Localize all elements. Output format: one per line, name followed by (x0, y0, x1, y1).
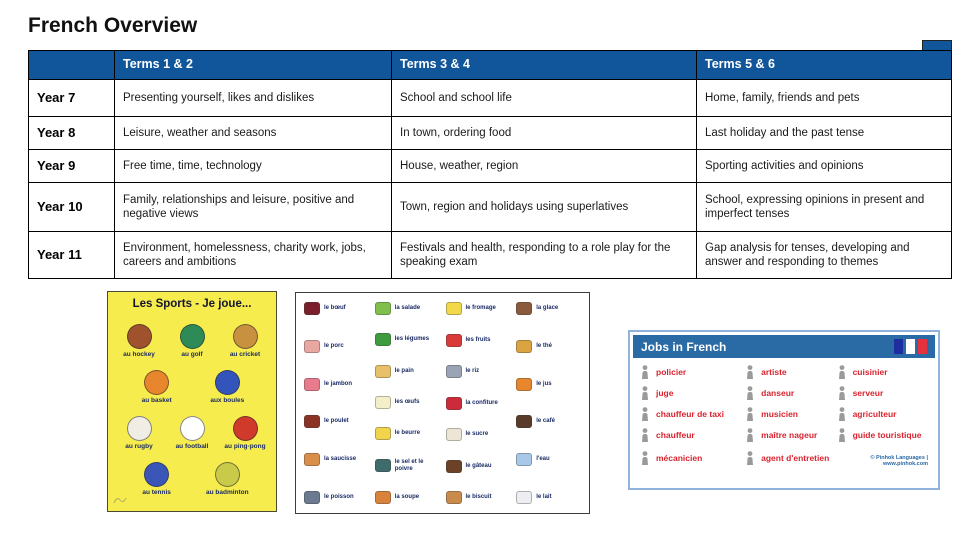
sport-item-hockey (113, 324, 165, 358)
food-item (516, 302, 581, 315)
juice-icon (516, 378, 532, 391)
job-item: serveur (837, 386, 928, 400)
job-item: musicien (745, 407, 836, 421)
food-column (516, 302, 581, 504)
food-label: le riz (465, 368, 480, 375)
job-item: juge (640, 386, 745, 400)
table-cell: Family, relationships and leisure, positive and negative views (114, 183, 391, 231)
pork-icon (304, 340, 320, 353)
food-label: la confiture (465, 399, 498, 406)
food-label: le sucre (465, 431, 489, 438)
table-cell: Gap analysis for tenses, developing and answer and responding to themes (696, 232, 951, 278)
food-item (446, 491, 511, 504)
rice-icon (446, 365, 462, 378)
ham-icon (304, 378, 320, 391)
food-item (375, 491, 440, 504)
food-label: le jambon (324, 380, 353, 387)
year-label: Year 10 (37, 198, 83, 214)
food-label: les fruits (465, 336, 491, 343)
food-item (375, 459, 440, 473)
salt-pepper-icon (375, 459, 391, 472)
job-item: maître nageur (745, 428, 836, 442)
table-cell: Sporting activities and opinions (696, 150, 951, 182)
job-item: artiste (745, 365, 836, 379)
person-icon (640, 365, 650, 379)
food-label: le porc (324, 342, 344, 349)
job-item: agriculteur (837, 407, 928, 421)
cake-icon (446, 460, 462, 473)
food-label: le thé (536, 342, 552, 349)
jobs-poster-image (628, 330, 940, 490)
food-label: l'eau (536, 456, 550, 463)
table-cell: Leisure, weather and seasons (114, 117, 391, 149)
sugar-icon (446, 428, 462, 441)
butter-icon (375, 427, 391, 440)
food-item (304, 491, 369, 504)
food-label: la salade (394, 305, 421, 312)
table-row-year10 (29, 182, 951, 231)
soup-icon (375, 491, 391, 504)
sport-label: au golf (181, 351, 203, 358)
sport-label: au hockey (123, 351, 155, 358)
job-item: agent d'entretien (745, 449, 836, 467)
person-icon (745, 365, 755, 379)
sports-row (112, 312, 272, 358)
french-flag-icon (894, 339, 927, 354)
eggs-icon (375, 396, 391, 409)
rugby-ball-icon (127, 416, 152, 441)
job-item: mécanicien (640, 449, 745, 467)
fruits-icon (446, 334, 462, 347)
food-label: le poisson (324, 494, 354, 501)
food-column (375, 302, 440, 504)
food-item (375, 302, 440, 315)
salad-icon (375, 302, 391, 315)
person-icon (745, 451, 755, 465)
cookie-icon (446, 491, 462, 504)
food-item (375, 365, 440, 378)
food-label: le biscuit (465, 494, 492, 501)
table-cell: School, expressing opinions in present and imperfect tenses (696, 183, 951, 231)
job-item: danseur (745, 386, 836, 400)
table-cell: Town, region and holidays using superlatives (391, 183, 696, 231)
sport-item-ping-pong (219, 416, 271, 450)
table-cell: In town, ordering food (391, 117, 696, 149)
signature-doodle (113, 495, 127, 505)
food-item (446, 365, 511, 378)
sport-label: aux boules (210, 397, 245, 404)
sport-label: au rugby (125, 443, 153, 450)
beef-icon (304, 302, 320, 315)
food-label: le beurre (394, 430, 421, 437)
food-label: le café (536, 418, 555, 425)
table-cell: Last holiday and the past tense (696, 117, 951, 149)
sport-label: au ping-pong (224, 443, 266, 450)
food-item (516, 378, 581, 391)
job-item: guide touristique (837, 428, 928, 442)
jam-icon (446, 397, 462, 410)
food-label: la saucisse (324, 456, 357, 463)
table-cell: Free time, time, technology (114, 150, 391, 182)
food-item (375, 396, 440, 409)
food-label: le sel et le poivre (394, 458, 424, 472)
sport-item-tennis (131, 462, 183, 496)
table-header-terms-3-4: Terms 3 & 4 (391, 51, 696, 79)
food-item (375, 427, 440, 440)
food-label: le fromage (465, 305, 496, 312)
boules-icon (215, 370, 240, 395)
food-item (446, 302, 511, 315)
sports-row (112, 404, 272, 450)
food-item (516, 491, 581, 504)
food-label: les œufs (394, 399, 420, 406)
sport-item-badminton (201, 462, 253, 496)
food-item (304, 302, 369, 315)
sport-item-basket (131, 370, 183, 404)
table-row-year8 (29, 116, 951, 149)
golf-bag-icon (180, 324, 205, 349)
sports-row (112, 450, 272, 496)
person-icon (640, 407, 650, 421)
sport-label: au badminton (206, 489, 249, 496)
food-item (446, 334, 511, 347)
year-label: Year 9 (37, 157, 76, 173)
sport-label: au basket (141, 397, 172, 404)
person-icon (837, 407, 847, 421)
jobs-poster-title: Jobs in French (641, 339, 727, 354)
table-cell: School and school life (391, 80, 696, 116)
year-label: Year 11 (37, 246, 82, 262)
food-label: le lait (536, 494, 552, 501)
food-item (446, 428, 511, 441)
job-item: chauffeur (640, 428, 745, 442)
table-header-corner (29, 51, 114, 79)
food-item (304, 415, 369, 428)
food-column (446, 302, 511, 504)
sports-row (112, 358, 272, 404)
water-icon (516, 453, 532, 466)
ice-cream-icon (516, 302, 532, 315)
basketball-hoop-icon (144, 370, 169, 395)
food-label: la soupe (394, 493, 420, 500)
jobs-poster-header (633, 335, 935, 358)
table-cell: Home, family, friends and pets (696, 80, 951, 116)
food-item (516, 415, 581, 428)
table-cell: Festivals and health, responding to a role play for the speaking exam (391, 232, 696, 278)
hockey-stick-icon (127, 324, 152, 349)
football-icon (180, 416, 205, 441)
person-icon (745, 428, 755, 442)
food-label: le poulet (324, 418, 349, 425)
food-column (304, 302, 369, 504)
person-icon (837, 428, 847, 442)
person-icon (640, 451, 650, 465)
sport-label: au cricket (229, 351, 261, 358)
job-item: cuisinier (837, 365, 928, 379)
food-label: le pain (394, 367, 414, 374)
table-row-year9 (29, 149, 951, 182)
milk-icon (516, 491, 532, 504)
food-label: le bœuf (324, 305, 346, 312)
person-icon (745, 386, 755, 400)
food-label: les légumes (394, 336, 430, 343)
year-label: Year 7 (37, 89, 76, 105)
vegetables-icon (375, 333, 391, 346)
sports-poster-image (107, 291, 277, 512)
food-item (446, 397, 511, 410)
person-icon (745, 407, 755, 421)
table-cell: Environment, homelessness, charity work, jobs, careers and ambitions (114, 232, 391, 278)
sport-item-boules (201, 370, 253, 404)
sport-item-rugby (113, 416, 165, 450)
jobs-grid (630, 361, 938, 469)
table-header-terms-1-2: Terms 1 & 2 (114, 51, 391, 79)
year-label: Year 8 (37, 124, 76, 140)
cheese-icon (446, 302, 462, 315)
fish-icon (304, 491, 320, 504)
badminton-racket-icon (215, 462, 240, 487)
tennis-racket-icon (144, 462, 169, 487)
tea-icon (516, 340, 532, 353)
copyright-text: © Pinhok Languages | www.pinhok.com (870, 455, 928, 467)
food-item (304, 378, 369, 391)
food-label: le gâteau (465, 462, 492, 469)
page-title: French Overview (28, 14, 198, 37)
food-item (375, 333, 440, 346)
sausage-icon (304, 453, 320, 466)
food-label: la glace (536, 305, 559, 312)
food-item (516, 453, 581, 466)
sport-label: au football (175, 443, 209, 450)
food-item (304, 453, 369, 466)
cricket-bat-icon (233, 324, 258, 349)
food-item (516, 340, 581, 353)
person-icon (837, 386, 847, 400)
person-icon (640, 386, 650, 400)
table-cell: Presenting yourself, likes and dislikes (114, 80, 391, 116)
bread-icon (375, 365, 391, 378)
food-label: le jus (536, 380, 552, 387)
ping-pong-paddle-icon (233, 416, 258, 441)
chicken-icon (304, 415, 320, 428)
curriculum-table (28, 50, 952, 279)
food-item (446, 460, 511, 473)
sport-label: au tennis (142, 489, 171, 496)
person-icon (837, 365, 847, 379)
food-item (304, 340, 369, 353)
person-icon (640, 428, 650, 442)
table-header-terms-5-6: Terms 5 & 6 (696, 51, 951, 79)
sport-item-football (166, 416, 218, 450)
coffee-icon (516, 415, 532, 428)
table-row-year11 (29, 231, 951, 278)
job-item: chauffeur de taxi (640, 407, 745, 421)
food-poster-image (295, 292, 590, 514)
table-row-year7 (29, 79, 951, 116)
sport-item-cricket (219, 324, 271, 358)
sports-poster-title: Les Sports - Je joue... (132, 298, 252, 310)
sport-item-golf (166, 324, 218, 358)
job-item: policier (640, 365, 745, 379)
table-cell: House, weather, region (391, 150, 696, 182)
